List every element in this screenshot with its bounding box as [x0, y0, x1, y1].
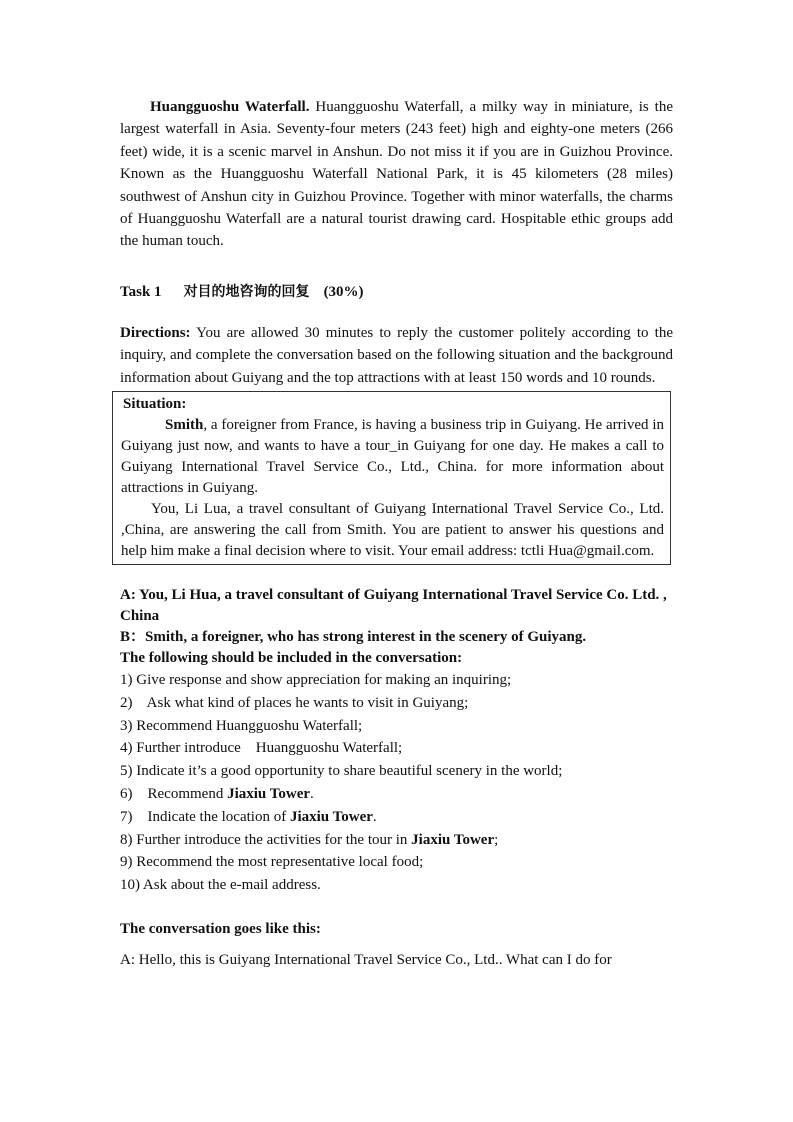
- role-a: A: You, Li Hua, a travel consultant of Guiyang International Travel Service Co. Ltd. , China: [120, 587, 667, 625]
- task-score: (30%): [323, 283, 364, 300]
- requirement-suffix: .: [310, 786, 314, 803]
- requirement-item: [120, 737, 673, 760]
- requirement-text: Ask about the e-mail address.: [140, 877, 321, 894]
- requirement-text: Give response and show appreciation for making an inquiring;: [132, 672, 512, 689]
- requirement-number: 5): [120, 763, 133, 780]
- requirement-number: 1): [120, 672, 133, 689]
- requirement-number: 10): [120, 877, 140, 894]
- directions-text: You are allowed 30 minutes to reply the customer politely according to the inquiry, and complete the conversation based on the following situation and the background information about Guiyang and the top attractions with at least 150 words and 10 rounds.: [120, 324, 673, 386]
- requirement-item: [120, 760, 673, 783]
- requirement-suffix: .: [372, 808, 377, 825]
- directions-paragraph: [120, 322, 673, 389]
- requirement-text: Ask what kind of places he wants to visit in Guiyang;: [132, 694, 469, 711]
- requirement-text: Recommend Huangguoshu Waterfall;: [132, 717, 363, 734]
- requirement-number: 2): [120, 694, 133, 711]
- intro-title: Huangguoshu Waterfall.: [150, 99, 310, 115]
- roles-block: [120, 585, 673, 669]
- situation-paragraph-1: [121, 415, 664, 499]
- requirement-number: 9): [120, 854, 133, 871]
- requirement-text: Indicate the location of: [132, 808, 290, 825]
- requirement-bold: Jiaxiu Tower: [289, 808, 373, 825]
- requirement-item: [120, 806, 673, 829]
- requirement-item: [120, 829, 673, 852]
- situation-box: [112, 391, 671, 565]
- requirement-item: [120, 851, 673, 874]
- requirement-item: [120, 715, 673, 738]
- requirement-text: Recommend the most representative local food;: [132, 854, 424, 871]
- requirement-number: 4): [120, 740, 133, 757]
- requirement-number: 8): [120, 831, 133, 848]
- situation-name: Smith: [165, 417, 204, 434]
- requirement-text: Further introduce the activities for the tour in: [132, 831, 412, 848]
- intro-text: Huangguoshu Waterfall, a milky way in miniature, is the largest waterfall in Asia. Seventy-four meters (243 feet) high and eighty-one meters (266 feet) wide, it is a scenic marvel in Anshun. Do not miss it if you are in Guizhou Province. Known as the Huangguoshu Waterfall National Park, it is 45 kilometers (28 miles) southwest of Anshun city in Guizhou Province. Together with minor waterfalls, the charms of Huangguoshu Waterfall are a natural tourist drawing card. Hospitable ethic groups add the human touch.: [120, 99, 673, 250]
- role-b: B：Smith, a foreigner, who has strong interest in the scenery of Guiyang.: [120, 629, 587, 646]
- requirement-number: 3): [120, 717, 133, 734]
- situation-paragraph-2: You, Li Lua, a travel consultant of Guiyang International Travel Service Co., Ltd. ,China, are answering the call from Smith. You are patient to answer his questions and help him make a final decision where to visit. Your email address: tctli Hua@gmail.com.: [121, 501, 664, 560]
- document-page: [120, 96, 673, 971]
- requirement-item: [120, 874, 673, 897]
- requirement-bold: Jiaxiu Tower: [227, 786, 311, 803]
- requirement-number: 6): [120, 786, 133, 803]
- requirement-item: [120, 669, 673, 692]
- task-label: Task 1: [120, 283, 162, 300]
- requirements-list: [120, 669, 673, 897]
- requirement-bold: Jiaxiu Tower: [411, 831, 495, 848]
- conversation-first-line: A: Hello, this is Guiyang International Travel Service Co., Ltd.. What can I do for: [120, 952, 612, 969]
- requirement-text: Recommend: [132, 786, 228, 803]
- intro-paragraph: [120, 96, 673, 253]
- requirement-item: [120, 783, 673, 806]
- requirement-text: Further introduce Huangguoshu Waterfall;: [132, 740, 403, 757]
- requirement-number: 7): [120, 808, 133, 825]
- conversation-title: The conversation goes like this:: [120, 921, 321, 938]
- situation-title: Situation:: [123, 396, 187, 413]
- included-heading: The following should be included in the conversation:: [120, 650, 463, 667]
- directions-label: Directions:: [120, 324, 191, 341]
- requirement-suffix: ;: [494, 831, 499, 848]
- requirement-item: [120, 692, 673, 715]
- task-title-cn: 对目的地咨询的回复: [183, 283, 310, 300]
- task-heading: [120, 281, 673, 303]
- requirement-text: Indicate it’s a good opportunity to share beautiful scenery in the world;: [132, 763, 563, 780]
- situation-text-1: , a foreigner from France, is having a business trip in Guiyang. He arrived in Guiyang just now, and wants to have a tour_in Guiyang for one day. He makes a call to Guiyang International Travel Service Co., Ltd., China. for more information about attractions in Guiyang.: [121, 417, 664, 497]
